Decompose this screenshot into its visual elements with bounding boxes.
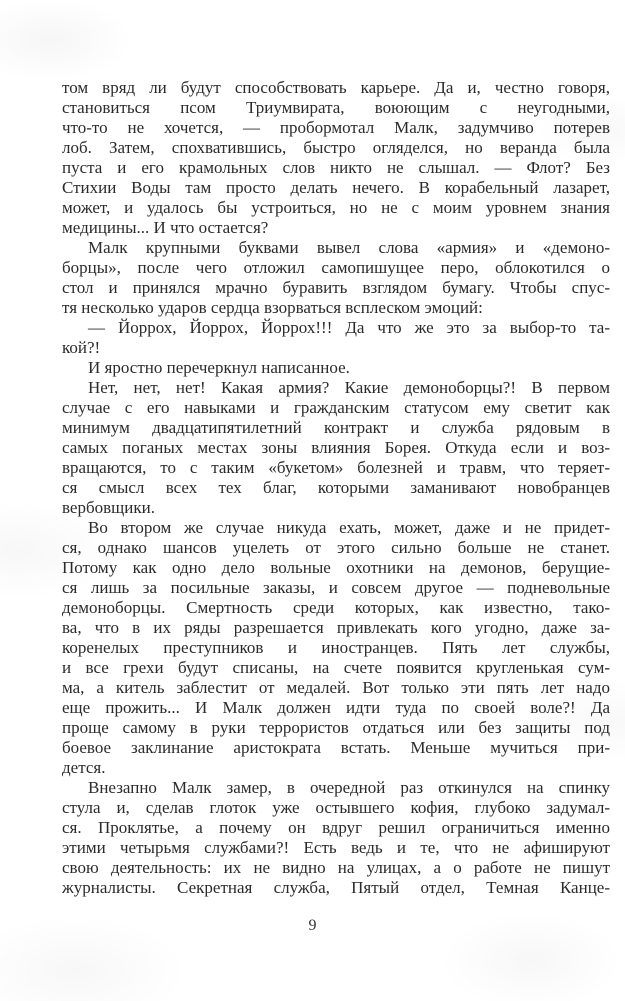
paragraph xyxy=(62,318,610,358)
page-number: 9 xyxy=(308,917,317,934)
text-line: журналисты. Секретная служба, Пятый отдел, Темная Канце- xyxy=(62,878,610,897)
text-line: борцы», после чего отложил самопишущее перо, облокотился о xyxy=(62,258,610,277)
paragraph xyxy=(62,778,610,898)
text-line: становиться псом Триумвирата, воюющим с неугодными, xyxy=(62,98,610,117)
text-line: этими четырьмя службами?! Есть ведь и те, что не афишируют xyxy=(62,838,610,857)
text-line: боевое заклинание аристократа встать. Меньше мучиться при- xyxy=(62,738,610,757)
paragraph xyxy=(62,78,610,238)
text-line: ся смысл всех тех благ, которыми заманивают новобранцев xyxy=(62,478,610,497)
page-text-block xyxy=(62,78,610,898)
text-line: И яростно перечеркнул написанное. xyxy=(88,358,350,377)
text-line: стол и принялся мрачно буравить взглядом бумагу. Чтобы спус- xyxy=(62,278,610,297)
text-line: может, и удалось бы устроиться, но не с моим уровнем знания xyxy=(62,198,610,217)
text-line: ся. Проклятье, а почему он вдруг решил ограничиться именно xyxy=(62,818,610,837)
paragraph xyxy=(62,518,610,778)
text-line: тя несколько ударов сердца взорваться всплеском эмоций: xyxy=(62,298,483,317)
text-line: Нет, нет, нет! Какая армия? Какие демоноборцы?! В первом xyxy=(88,378,610,397)
text-line: пуста и его крамольных слов никто не слышал. — Флот? Без xyxy=(62,158,610,177)
text-line: Малк крупными буквами вывел слова «армия» и «демоно- xyxy=(88,238,610,257)
text-line: Во втором же случае никуда ехать, может, даже и не придет- xyxy=(88,518,610,537)
text-line: Внезапно Малк замер, в очередной раз откинулся на спинку xyxy=(88,778,610,797)
text-line: коренелых преступников и иностранцев. Пять лет службы, xyxy=(62,638,610,657)
text-line: дется. xyxy=(62,758,106,777)
text-line: и все грехи будут списаны, на счете появится кругленькая сум- xyxy=(62,658,610,677)
text-line: проще самому в руки террористов отдаться или без защиты под xyxy=(62,718,610,737)
text-line: вербовщики. xyxy=(62,498,155,517)
text-line: еще прожить... И Малк должен идти туда по своей воле?! Да xyxy=(62,698,610,717)
text-line: Потому как одно дело вольные охотники на демонов, берущие- xyxy=(62,558,610,577)
text-line: демоноборцы. Смертность среди которых, как известно, тако- xyxy=(62,598,610,617)
text-line: свою деятельность: их не видно на улицах, а о работе не пишут xyxy=(62,858,610,877)
text-line: лоб. Затем, спохватившись, быстро огляделся, но веранда была xyxy=(62,138,610,157)
text-line: ма, а китель заблестит от медалей. Вот только эти пять лет надо xyxy=(62,678,610,697)
text-line: случае с его навыками и гражданским статусом ему светит как xyxy=(62,398,610,417)
paragraph xyxy=(62,238,610,318)
paragraph xyxy=(62,378,610,518)
text-line: ся, однако шансов уцелеть от этого сильно больше не станет. xyxy=(62,538,610,557)
paragraph xyxy=(62,358,610,378)
text-line: — Йоррох, Йоррох, Йоррох!!! Да что же это за выбор-то та- xyxy=(88,318,610,337)
text-line: кой?! xyxy=(62,338,101,357)
text-line: вращаются, то с таким «букетом» болезней и травм, что теряет- xyxy=(62,458,610,477)
text-line: что-то не хочется, — пробормотал Малк, задумчиво потерев xyxy=(62,118,610,137)
text-line: стула и, сделав глоток уже остывшего кофия, глубоко задумал- xyxy=(62,798,610,817)
text-line: медицины... И что остается? xyxy=(62,218,269,237)
text-line: Стихии Воды там просто делать нечего. В корабельный лазарет, xyxy=(62,178,610,197)
text-line: том вряд ли будут способствовать карьере. Да и, честно говоря, xyxy=(62,78,610,97)
text-line: ся лишь за посильные заказы, и совсем другое — подневольные xyxy=(62,578,610,597)
text-line: ва, что в их ряды разрешается привлекать кого угодно, даже за- xyxy=(62,618,610,637)
text-line: минимум двадцатипятилетний контракт и служба рядовым в xyxy=(62,418,610,437)
text-line: самых поганых местах зоны влияния Борея. Откуда если и воз- xyxy=(62,438,610,457)
